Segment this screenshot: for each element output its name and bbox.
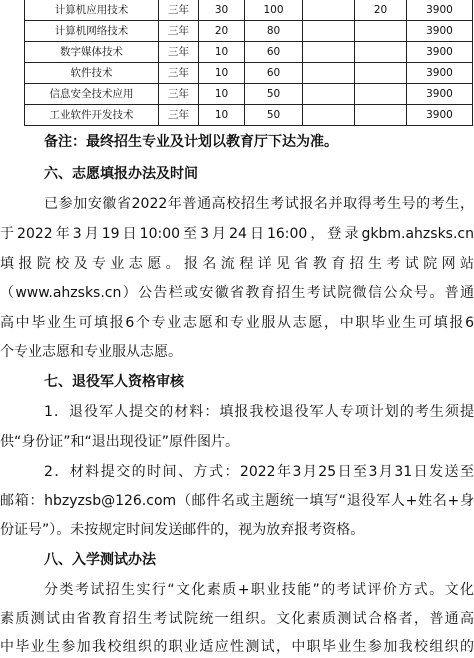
plan-count-2: 50 [245, 105, 303, 126]
paragraph-line: 高中毕业生可填报6个专业志愿和专业服从志愿，中职毕业生可填报6 [0, 315, 474, 331]
paragraph-line: 份证号”）。未按规定时间发送邮件的，视为放弃报考资格。 [0, 522, 365, 538]
plan-count-2: 80 [245, 21, 303, 42]
study-length: 三年 [159, 0, 199, 21]
major-name: 工业软件开发技术 [25, 105, 159, 126]
paragraph-line: 已参加安徽省2022年普通高校招生考试报名并取得考生号的考生， [44, 196, 474, 212]
plan-count-3 [303, 42, 355, 63]
plan-count-4 [355, 84, 407, 105]
paragraph-line: 1．退役军人提交的材料：填报我校退役军人专项计划的考生须提 [44, 404, 474, 420]
plan-count: 20 [199, 21, 245, 42]
plan-count-4 [355, 105, 407, 126]
plan-count-3 [303, 105, 355, 126]
table-note: 备注：最终招生专业及计划以教育厅下达为准。 [44, 134, 338, 150]
paragraph-line: 分类考试招生实行“文化素质+职业技能”的考试评价方式。文化 [44, 582, 474, 598]
table-row [25, 42, 473, 63]
study-length: 三年 [159, 105, 199, 126]
plan-count: 30 [199, 0, 245, 21]
plan-count: 10 [199, 63, 245, 84]
tuition-fee: 3900 [407, 21, 473, 42]
plan-count: 10 [199, 42, 245, 63]
tuition-fee: 3900 [407, 84, 473, 105]
paragraph-line: 于2022年3月19日10:00至3月24日16:00，登录gkbm.ahzsks.cn [0, 226, 474, 242]
section-heading-entrance-test: 八、入学测试办法 [44, 552, 156, 568]
plan-count-4: 20 [355, 0, 407, 21]
paragraph-line: 供“身份证”和“退出现役证”原件图片。 [0, 434, 240, 450]
major-name: 计算机应用技术 [25, 0, 159, 21]
table-row [25, 0, 473, 21]
section-heading-veterans: 七、退役军人资格审核 [44, 374, 184, 390]
plan-count-4 [355, 21, 407, 42]
study-length: 三年 [159, 84, 199, 105]
tuition-fee: 3900 [407, 105, 473, 126]
plan-count-4 [355, 63, 407, 84]
table-row [25, 105, 473, 126]
section-heading-application: 六、志愿填报办法及时间 [44, 166, 198, 182]
major-name: 计算机网络技术 [25, 21, 159, 42]
paragraph-line: 邮箱：hbzyzsb@126.com（邮件名或主题统一填写“退役军人+姓名+身 [0, 493, 474, 509]
paragraph-line: 2．材料提交的时间、方式：2022年3月25日至3月31日发送至 [44, 464, 474, 480]
paragraph-line: 个专业志愿和专业服从志愿。 [0, 344, 182, 360]
major-name: 软件技术 [25, 63, 159, 84]
tuition-fee: 3900 [407, 0, 473, 21]
paragraph-line: 素质测试由省教育招生考试院统一组织。文化素质测试合格者，普通高 [0, 611, 474, 627]
paragraph-line: 填报院校及专业志愿。报名流程详见省教育招生考试院网站 [0, 256, 474, 272]
major-name: 信息安全技术应用 [25, 84, 159, 105]
plan-count-2: 50 [245, 84, 303, 105]
table-row [25, 84, 473, 105]
tuition-fee: 3900 [407, 42, 473, 63]
enrollment-plan-table [24, 0, 473, 126]
plan-count-3 [303, 63, 355, 84]
major-name: 数字媒体技术 [25, 42, 159, 63]
study-length: 三年 [159, 21, 199, 42]
plan-count-2: 100 [245, 0, 303, 21]
study-length: 三年 [159, 63, 199, 84]
plan-count-3 [303, 0, 355, 21]
table-row [25, 21, 473, 42]
plan-count: 10 [199, 84, 245, 105]
plan-count-2: 60 [245, 42, 303, 63]
paragraph-line: （www.ahzsks.cn）公告栏或安徽省教育招生考试院微信公众号。普通 [0, 285, 474, 301]
plan-count-2: 60 [245, 63, 303, 84]
paragraph-line: 中毕业生参加我校组织的职业适应性测试，中职毕业生参加我校组织的 [0, 639, 474, 655]
study-length: 三年 [159, 42, 199, 63]
plan-count-3 [303, 84, 355, 105]
tuition-fee: 3900 [407, 63, 473, 84]
plan-count-3 [303, 21, 355, 42]
table-row [25, 63, 473, 84]
plan-count-4 [355, 42, 407, 63]
plan-count: 10 [199, 105, 245, 126]
